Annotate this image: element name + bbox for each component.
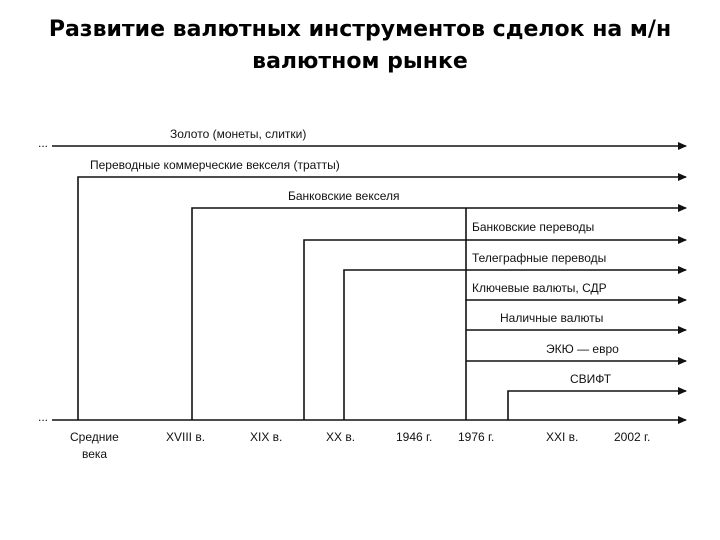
period-label-xviii: XVIII в.: [166, 430, 206, 444]
period-label-xx: XX в.: [326, 430, 356, 444]
trattas-label: Переводные коммерческие векселя (тратты): [90, 158, 340, 172]
ellipsis-top: ...: [38, 136, 49, 150]
swift-line: [508, 391, 686, 420]
gold-label: Золото (монеты, слитки): [170, 127, 307, 141]
swift-label: СВИФТ: [570, 372, 612, 386]
title-line-2: валютном рынке: [252, 49, 468, 74]
period-label-middle-ages-2: века: [82, 447, 108, 461]
period-label-1946: 1946 г.: [396, 430, 433, 444]
period-label-xix: XIX в.: [250, 430, 283, 444]
period-label-middle-ages: Средние: [70, 430, 119, 444]
ecu-euro-label: ЭКЮ — евро: [546, 342, 619, 356]
period-label-xxi: XXI в.: [546, 430, 579, 444]
title-line-1: Развитие валютных инструментов сделок на м/н: [48, 17, 672, 42]
cash-currencies-label: Наличные валюты: [500, 311, 604, 325]
bank-transfers-label: Банковские переводы: [472, 220, 595, 234]
key-currencies-label: Ключевые валюты, СДР: [472, 281, 607, 295]
bank-bills-label: Банковские векселя: [288, 189, 400, 203]
telegraph-transfers-label: Телеграфные переводы: [472, 251, 607, 265]
ellipsis-bottom: ...: [38, 410, 49, 424]
period-label-1976: 1976 г.: [458, 430, 495, 444]
period-label-2002: 2002 г.: [614, 430, 651, 444]
